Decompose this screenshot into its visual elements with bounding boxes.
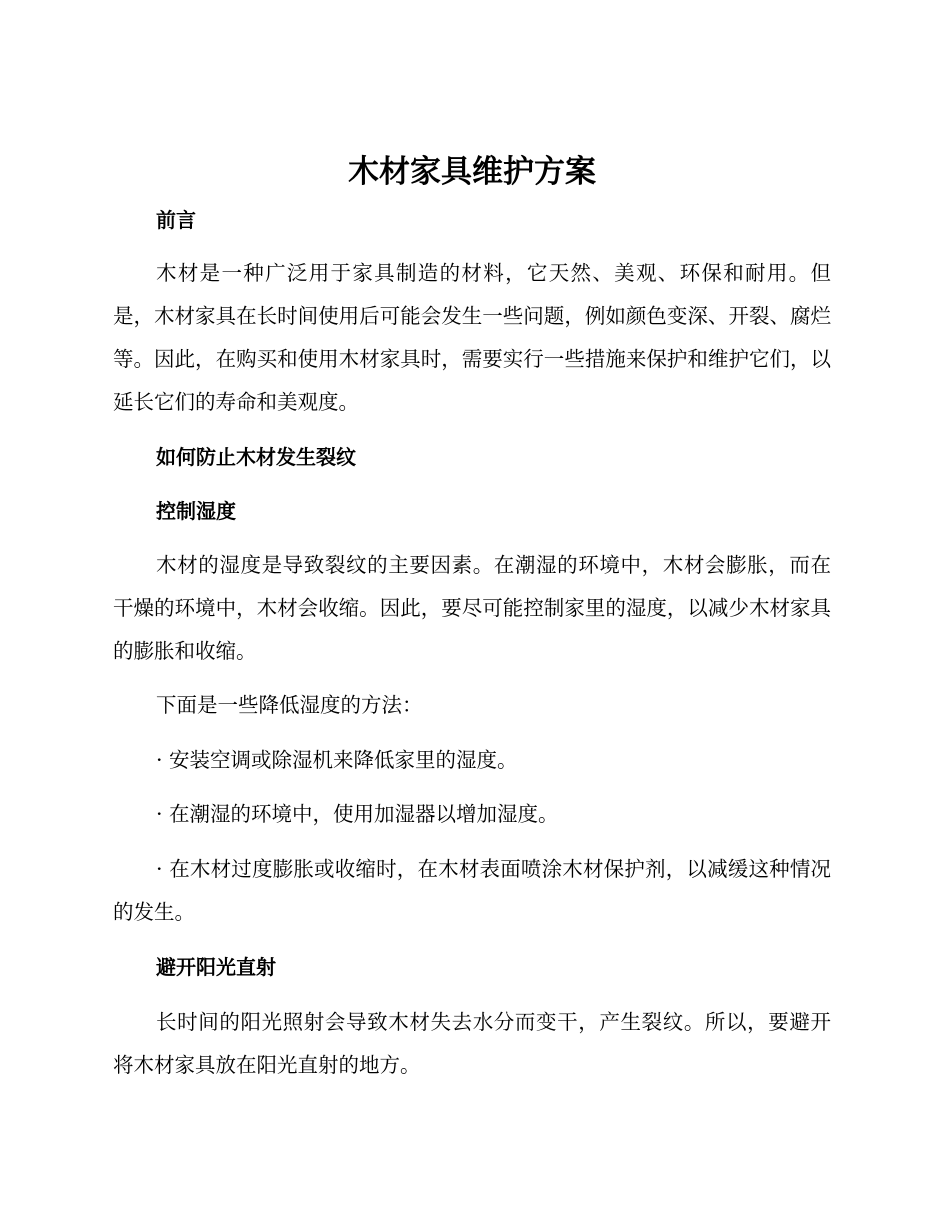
paragraph-sunlight: 长时间的阳光照射会导致木材失去水分而变干，产生裂纹。所以，要避开将木材家具放在阳光直射的地方。 (113, 1010, 831, 1077)
paragraph-humidity: 木材的湿度是导致裂纹的主要因素。在潮湿的环境中，木材会膨胀，而在干燥的环境中，木材会收缩。因此，要尽可能控制家里的湿度，以减少木材家具的膨胀和收缩。 (113, 553, 831, 663)
section-heading-preface: 前言 (156, 208, 196, 232)
paragraph-preface: 木材是一种广泛用于家具制造的材料，它天然、美观、环保和耐用。但是，木材家具在长时间使用后可能会发生一些问题，例如颜色变深、开裂、腐烂等。因此，在购买和使用木材家具时，需要实行一些措施来保护和维护它们，以延长它们的寿命和美观度。 (113, 261, 831, 414)
section-heading-crack-prevention: 如何防止木材发生裂纹 (156, 445, 356, 469)
subsection-heading-humidity: 控制湿度 (156, 499, 236, 523)
list-item: · 在木材过度膨胀或收缩时，在木材表面喷涂木材保护剂，以减缓这种情况的发生。 (113, 857, 831, 924)
document-title: 木材家具维护方案 (348, 154, 596, 190)
subsection-heading-sunlight: 避开阳光直射 (156, 955, 276, 979)
paragraph-methods-intro: 下面是一些降低湿度的方法： (156, 693, 423, 717)
list-item: · 安装空调或除湿机来降低家里的湿度。 (156, 748, 518, 772)
list-item: · 在潮湿的环境中，使用加湿器以增加湿度。 (156, 802, 559, 826)
